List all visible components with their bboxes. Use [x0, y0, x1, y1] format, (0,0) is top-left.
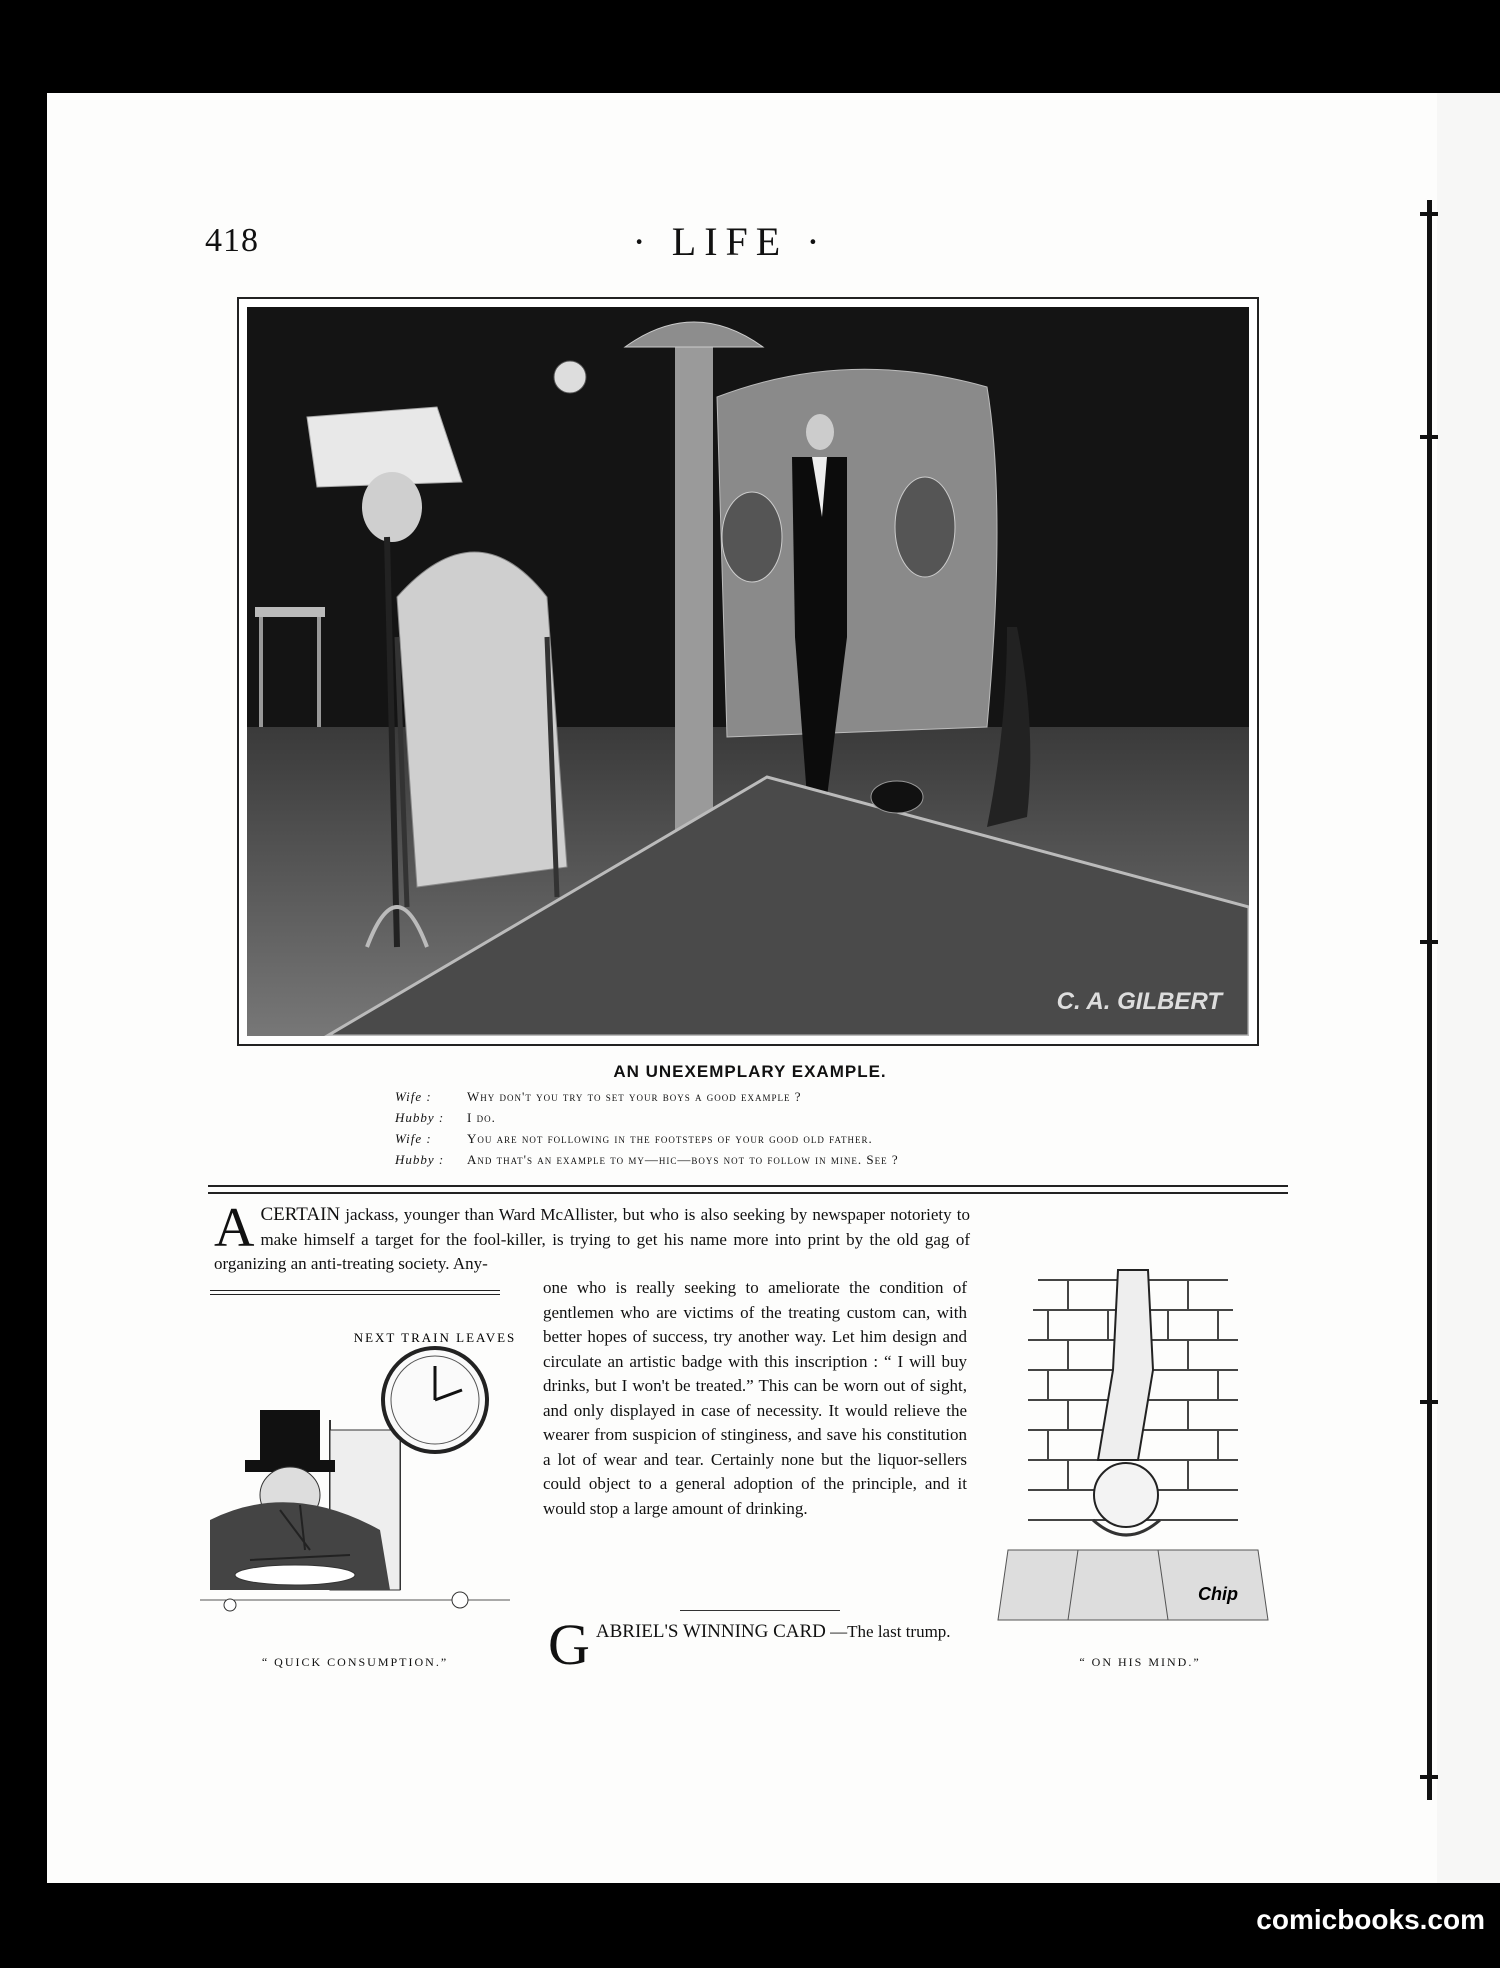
binding-stitch — [1420, 212, 1438, 216]
cartoon-divider — [210, 1290, 500, 1295]
illustration-title: AN UNEXEMPLARY EXAMPLE. — [613, 1062, 887, 1081]
speaker: Hubby : — [395, 1110, 445, 1125]
item-divider — [680, 1610, 840, 1611]
binding-stitch — [1420, 1775, 1438, 1779]
speaker: Wife : — [395, 1089, 432, 1104]
article-text: jackass, younger than Ward McAllister, but who is also seeking by newspaper notoriety to make himself a target for the fool-killer, is trying to get his name more into print by the old gag of organizing an anti-treating society. Any- — [214, 1205, 970, 1273]
clock-sign: NEXT TRAIN LEAVES — [353, 1330, 517, 1345]
artist-signature: C. A. GILBERT — [1056, 988, 1222, 1015]
page-number: 418 — [205, 222, 259, 259]
right-cartoon-caption: “ ON HIS MIND.” — [1079, 1655, 1201, 1669]
line-text: And that's an example to my—hic—boys not to follow in mine. See ? — [467, 1152, 899, 1167]
on-his-mind-cartoon — [988, 1250, 1278, 1640]
article-column: one who is really seeking to ameliorate the condition of gentlemen who are victims of the treating custom can, with better hopes of success, try another way. Let him design and circulate an artistic badge with this inscription : “ I will buy drinks, but I won't be treated.” This can be worn out of sight, and only displayed in case of necessity. It would relieve the wearer from suspicion of stinginess, and save his constitution a lot of wear and tear. Certainly none but the liquor-sellers could object to a general adoption of the principle, and it would stop a large amount of drinking. — [543, 1278, 967, 1518]
binding-stitch — [1420, 1400, 1438, 1404]
binding-stitch — [1420, 940, 1438, 944]
section-divider — [208, 1185, 1288, 1194]
binding-thread — [1427, 200, 1432, 1800]
gabriel-item — [548, 1612, 972, 1677]
quick-consumption-cartoon — [190, 1300, 520, 1640]
drop-cap: G — [548, 1612, 590, 1677]
main-illustration — [237, 297, 1259, 1046]
line-text: I do. — [467, 1110, 496, 1125]
drop-cap: A — [214, 1197, 255, 1259]
lead-word: CERTAIN — [260, 1204, 341, 1225]
dialogue-line — [395, 1149, 899, 1170]
cartoonist-signature: Chip — [1198, 1584, 1238, 1604]
speaker: Wife : — [395, 1131, 432, 1146]
dialogue-line — [395, 1107, 899, 1128]
line-text: Why don't you try to set your boys a good example ? — [467, 1089, 802, 1104]
speaker: Hubby : — [395, 1152, 445, 1167]
article-lead — [214, 1197, 970, 1277]
line-text: You are not following in the footsteps of your good old father. — [467, 1131, 873, 1146]
dialogue — [395, 1086, 899, 1170]
dialogue-line — [395, 1086, 899, 1107]
dialogue-line — [395, 1128, 899, 1149]
illustration-scene — [247, 307, 1249, 1036]
lead-word: ABRIEL'S WINNING CARD — [595, 1621, 826, 1642]
item-text: —The last trump. — [830, 1622, 951, 1641]
next-page-edge — [1437, 93, 1500, 1883]
left-cartoon-caption: “ QUICK CONSUMPTION.” — [261, 1655, 449, 1669]
binding-stitch — [1420, 435, 1438, 439]
masthead: · LIFE · — [632, 219, 828, 264]
site-watermark: comicbooks.com — [1256, 1904, 1485, 1935]
